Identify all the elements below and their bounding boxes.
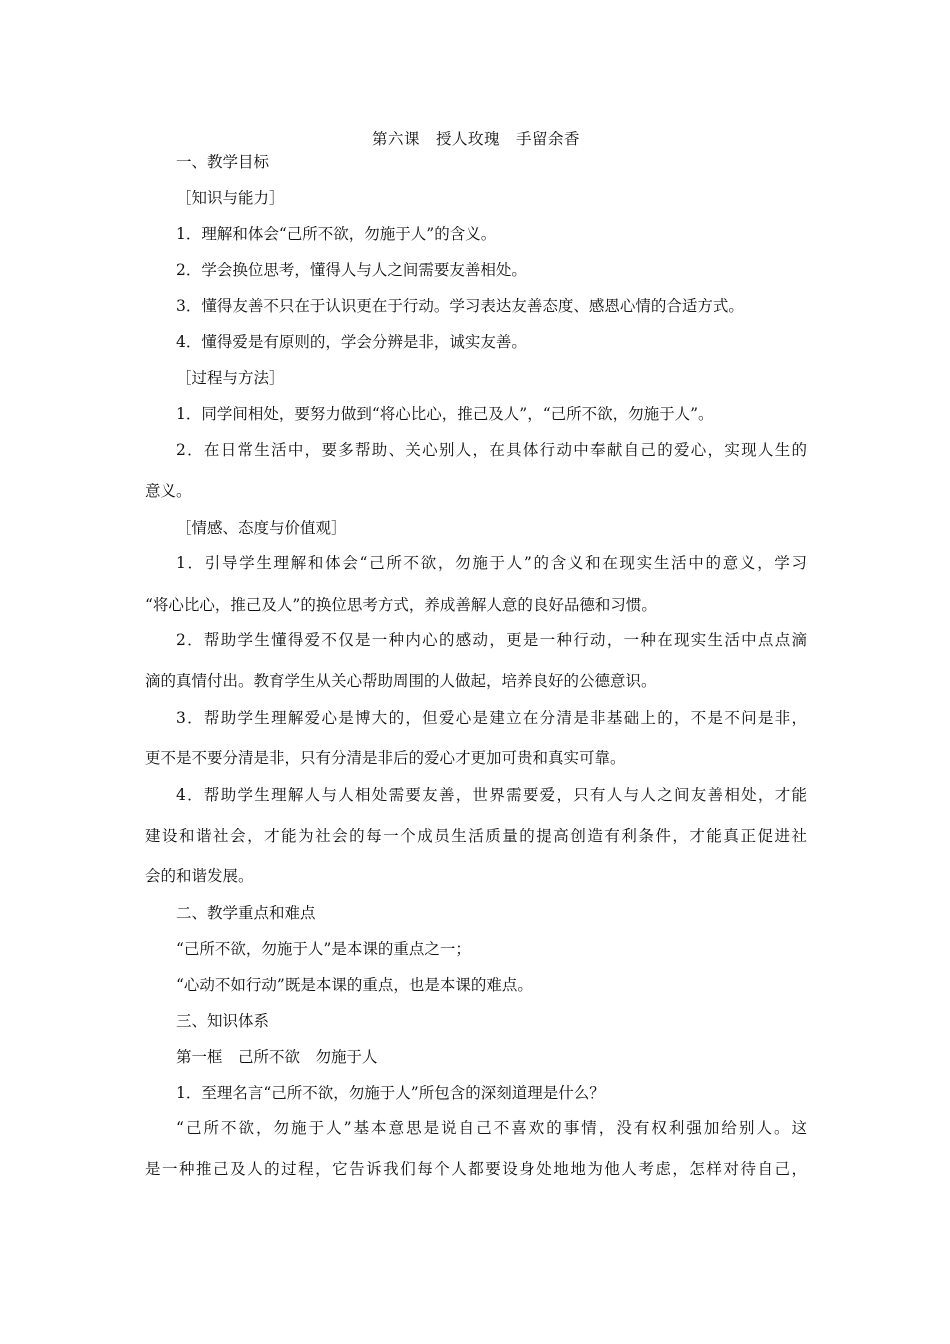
section-heading: 三、知识体系	[176, 1012, 270, 1030]
paragraph-line: “心动不如行动”既是本课的重点，也是本课的难点。	[176, 976, 533, 994]
paragraph-line: 2．学会换位思考，懂得人与人之间需要友善相处。	[176, 261, 527, 279]
paragraph-line: 更不是不要分清是非，只有分清是非后的爱心才更加可贵和真实可靠。	[145, 749, 626, 767]
paragraph-line: 4．帮助学生理解人与人相处需要友善，世界需要爱，只有人与人之间友善相处，才能	[176, 786, 807, 804]
paragraph-line: 2．帮助学生懂得爱不仅是一种内心的感动，更是一种行动，一种在现实生活中点点滴	[176, 631, 807, 649]
subsection-heading: ［过程与方法］	[176, 369, 285, 387]
paragraph-line: “己所不欲，勿施于人”基本意思是说自己不喜欢的事情，没有权利强加给别人。这	[176, 1119, 807, 1137]
lesson-title: 第六课 授人玫瑰 手留余香	[371, 130, 580, 148]
paragraph-line: 是一种推己及人的过程，它告诉我们每个人都要设身处地地为他人考虑，怎样对待自己，	[145, 1160, 807, 1178]
paragraph-line: “将心比心，推己及人”的换位思考方式，养成善解人意的良好品德和习惯。	[145, 596, 657, 614]
paragraph-line: 滴的真情付出。教育学生从关心帮助周围的人做起，培养良好的公德意识。	[145, 672, 657, 690]
paragraph-line: 2．在日常生活中，要多帮助、关心别人，在具体行动中奉献自己的爱心，实现人生的	[176, 441, 807, 459]
subsection-heading: ［知识与能力］	[176, 189, 285, 207]
paragraph-line: 1．引导学生理解和体会“己所不欲，勿施于人”的含义和在现实生活中的意义，学习	[176, 554, 807, 572]
paragraph-line: 1．同学间相处，要努力做到“将心比心，推己及人”，“己所不欲，勿施于人”。	[176, 405, 714, 423]
question-line: 1．至理名言“己所不欲，勿施于人”所包含的深刻道理是什么？	[176, 1084, 605, 1102]
paragraph-line: 会的和谐发展。	[145, 867, 254, 885]
paragraph-line: 3．帮助学生理解爱心是博大的，但爱心是建立在分清是非基础上的，不是不问是非，	[176, 709, 807, 727]
paragraph-line: “己所不欲，勿施于人”是本课的重点之一；	[176, 940, 471, 958]
subsection-heading: ［情感、态度与价值观］	[176, 519, 347, 537]
paragraph-line: 3．懂得友善不只在于认识更在于行动。学习表达友善态度、感恩心情的合适方式。	[176, 297, 744, 315]
paragraph-line: 建设和谐社会，才能为社会的每一个成员生活质量的提高创造有利条件，才能真正促进社	[145, 827, 807, 845]
section-heading: 二、教学重点和难点	[176, 904, 316, 922]
paragraph-line: 1．理解和体会“己所不欲，勿施于人”的含义。	[176, 225, 497, 243]
paragraph-line: 4．懂得爱是有原则的，学会分辨是非，诚实友善。	[176, 333, 527, 351]
paragraph-line: 意义。	[145, 482, 192, 500]
subsection-heading: 第一框 己所不欲 勿施于人	[176, 1048, 378, 1066]
section-heading: 一、教学目标	[176, 153, 270, 171]
